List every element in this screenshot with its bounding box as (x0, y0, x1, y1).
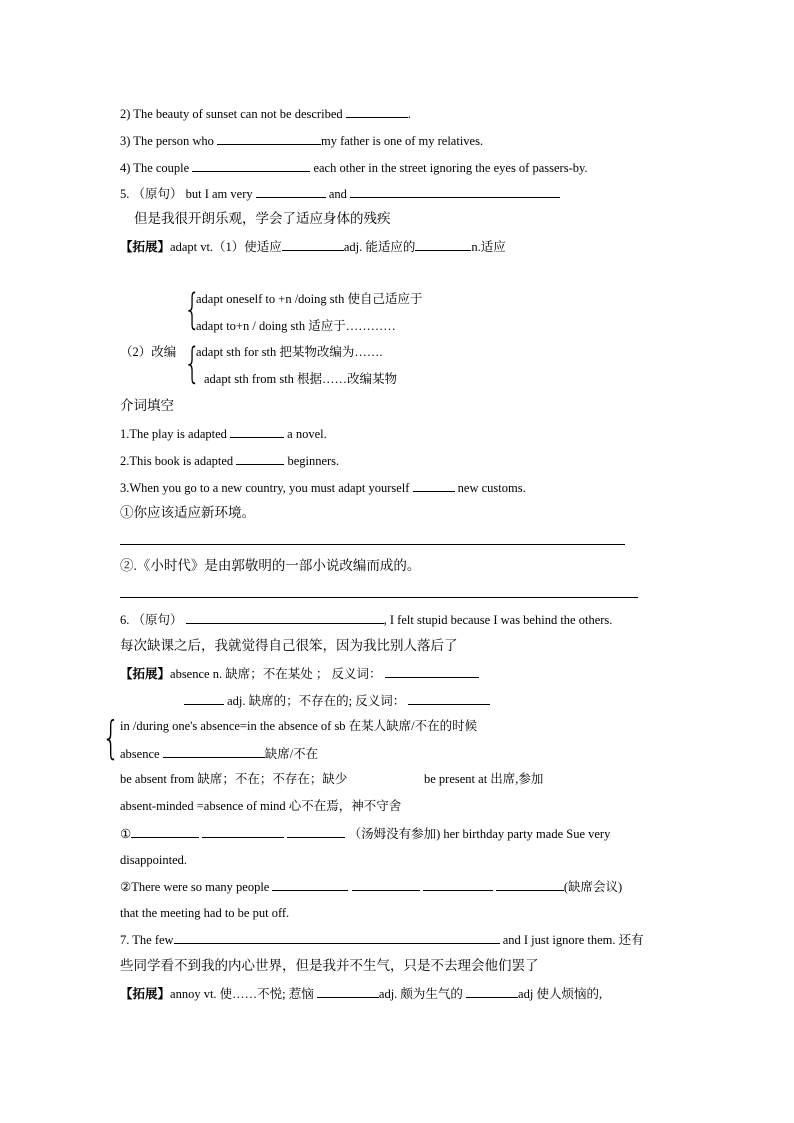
adapt-usage-1: adapt oneself to +n /doing sth 使自己适应于 (196, 292, 423, 306)
answer-blank[interactable] (287, 824, 345, 838)
answer-blank[interactable] (184, 691, 224, 705)
brace-icon: { (102, 711, 120, 764)
answer-blank[interactable] (192, 158, 310, 172)
exercise-line-3: 3) The person who my father is one of my relatives. (120, 131, 483, 150)
answer-blank[interactable] (350, 184, 560, 198)
answer-blank[interactable] (466, 984, 518, 998)
absence-usage-1: in /during one's absence=in the absence of sb 在某人缺席/不在的时候 (120, 719, 478, 733)
absence-example-1-cont: disappointed. (120, 853, 188, 867)
answer-blank[interactable] (413, 478, 455, 492)
answer-line[interactable] (120, 597, 638, 598)
item-5-chinese: 但是我很开朗乐观，学会了适应身体的残疾 (134, 211, 391, 226)
answer-blank[interactable] (272, 877, 348, 891)
exercise-line-2: 2) The beauty of sunset can not be described . (120, 104, 411, 123)
section-title: 介词填空 (120, 398, 174, 413)
item-6: 6. （原句） , I felt stupid because I was behind the others. (120, 610, 612, 629)
absence-usage-4: absent-minded =absence of mind 心不在焉，神不守舍 (120, 799, 402, 813)
answer-blank[interactable] (163, 744, 265, 758)
item-7: 7. The few and I just ignore them. 还有 (120, 930, 644, 949)
line-text: 3) The person who (120, 134, 214, 148)
item-6-chinese: 每次缺课之后，我就觉得自己很笨，因为我比别人落后了 (120, 638, 458, 653)
prep-question-3: 3.When you go to a new country, you must adapt yourself new customs. (120, 478, 526, 497)
answer-blank[interactable] (202, 824, 284, 838)
translation-2: ②.《小时代》是由郭敬明的一部小说改编而成的。 (120, 558, 421, 573)
extension-adapt: 【拓展】adapt vt.（1）使适应 adj. 能适应的 n.适应 (120, 237, 506, 256)
line-text: 2) The beauty of sunset can not be described (120, 107, 343, 121)
answer-blank[interactable] (352, 877, 420, 891)
prep-question-2: 2.This book is adapted beginners. (120, 451, 339, 470)
answer-blank[interactable] (385, 664, 479, 678)
item-5: 5. （原句） but I am very and (120, 184, 560, 203)
answer-blank[interactable] (415, 237, 471, 251)
answer-blank[interactable] (282, 237, 344, 251)
translation-1: ①你应该适应新环境。 (120, 505, 255, 520)
answer-blank[interactable] (496, 877, 564, 891)
adapt-usage-2: adapt to+n / doing sth 适应于………… (196, 319, 396, 333)
answer-blank[interactable] (317, 984, 379, 998)
answer-blank[interactable] (230, 424, 284, 438)
absence-usage-3b: be present at 出席,参加 (424, 772, 544, 786)
answer-blank[interactable] (256, 184, 326, 198)
absence-usage-2: absence 缺席/不在 (120, 744, 318, 763)
prep-question-1: 1.The play is adapted a novel. (120, 424, 327, 443)
absence-example-1: ① （汤姆没有参加) her birthday party made Sue very (120, 824, 610, 843)
absence-usage-3a: be absent from 缺席；不在；不存在；缺少 (120, 772, 348, 786)
item-7-chinese: 些同学看不到我的内心世界，但是我并不生气，只是不去理会他们罢了 (120, 958, 539, 973)
answer-blank[interactable] (217, 131, 321, 145)
answer-blank[interactable] (186, 610, 384, 624)
answer-blank[interactable] (131, 824, 199, 838)
answer-blank[interactable] (174, 930, 500, 944)
answer-blank[interactable] (346, 104, 408, 118)
absence-example-2: ②There were so many people (缺席会议) (120, 877, 622, 896)
answer-blank[interactable] (236, 451, 284, 465)
adapt-usage-4: adapt sth from sth 根据……改编某物 (204, 372, 398, 386)
brace-icon: { (184, 286, 201, 335)
answer-line[interactable] (120, 544, 625, 545)
brace-icon: { (184, 340, 201, 389)
exercise-line-4: 4) The couple each other in the street ignoring the eyes of passers-by. (120, 158, 588, 177)
answer-blank[interactable] (423, 877, 493, 891)
adapt-usage-3: adapt sth for sth 把某物改编为……. (196, 345, 383, 359)
absence-adj: adj. 缺席的；不存在的; 反义词： (184, 691, 490, 710)
adapt-label-2: （2）改编 (120, 345, 177, 359)
answer-blank[interactable] (408, 691, 490, 705)
absence-example-2-cont: that the meeting had to be put off. (120, 906, 290, 920)
extension-absence: 【拓展】absence n. 缺席；不在某处 ； 反义词： (120, 664, 479, 683)
extension-annoy: 【拓展】annoy vt. 使……不悦; 惹恼 adj. 颇为生气的 adj 使人烦恼的, (120, 984, 602, 1003)
line-text: 4) The couple (120, 161, 190, 175)
